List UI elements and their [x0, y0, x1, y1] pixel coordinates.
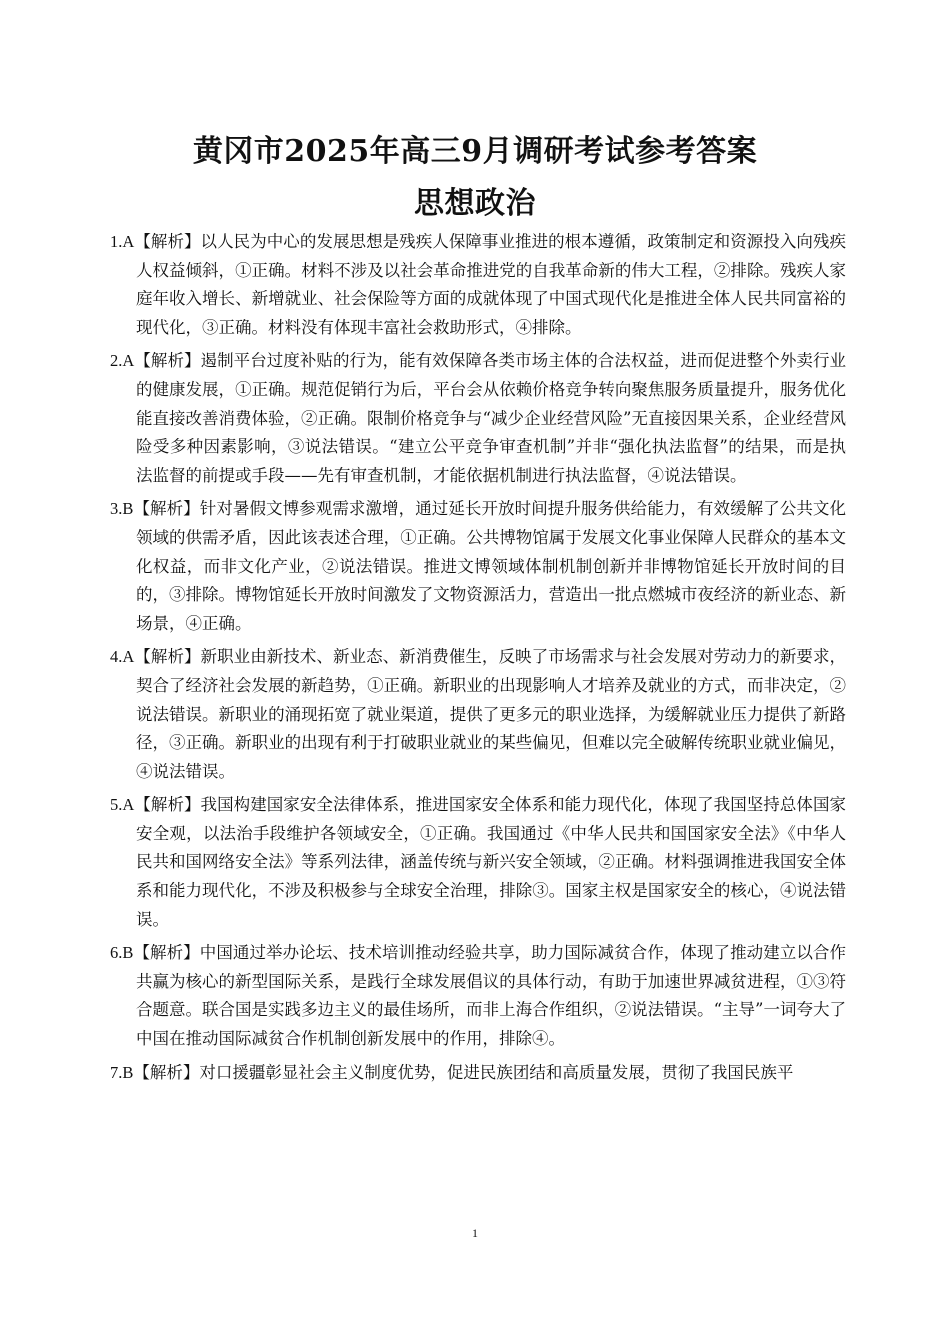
answer-item [110, 791, 846, 934]
answer-number: 3.B [110, 499, 134, 519]
page-number: 1 [472, 1226, 478, 1240]
answer-text: 【解析】中国通过举办论坛、技术培训推动经验共享，助力国际减贫合作，体现了推动建立以合作共赢为核心的新型国际关系，是践行全球发展倡议的具体行动，有助于加速世界减贫进程，①③符合题意。联合国是实践多边主义的最佳场所，而非上海合作组织，②说法错误。“主导”一词夸大了中国在推动国际减贫合作机制创新发展中的作用，排除④。 [133, 943, 846, 1049]
answer-item [110, 643, 846, 786]
answer-item [110, 347, 846, 490]
answer-number: 5.A [110, 795, 135, 815]
answer-text: 【解析】新职业由新技术、新业态、新消费催生，反映了市场需求与社会发展对劳动力的新要求，契合了经济社会发展的新趋势，①正确。新职业的出现影响人才培养及就业的方式，而非决定，②说法错误。新职业的涌现拓宽了就业渠道，提供了更多元的职业选择，为缓解就业压力提供了新路径，③正确。新职业的出现有利于打破职业就业的某些偏见，但难以完全破解传统职业就业偏见，④说法错误。 [134, 647, 846, 781]
answer-text: 【解析】对口援疆彰显社会主义制度优势，促进民族团结和高质量发展，贯彻了我国民族平 [133, 1062, 794, 1082]
answer-list [110, 228, 846, 1092]
answer-item [110, 1059, 846, 1088]
page-subtitle: 思想政治 [414, 186, 536, 221]
answer-number: 4.A [110, 647, 135, 667]
answer-item [110, 228, 846, 342]
answer-number: 2.A [110, 351, 135, 371]
answer-number: 1.A [110, 232, 135, 251]
answer-text: 【解析】我国构建国家安全法律体系，推进国家安全体系和能力现代化，体现了我国坚持总体国家安全观，以法治手段维护各领域安全，①正确。我国通过《中华人民共和国国家安全法》《中华人民共和国网络安全法》等系列法律，涵盖传统与新兴安全领域，②正确。材料强调推进我国安全体系和能力现代化，不涉及积极参与全球安全治理，排除③。国家主权是国家安全的核心，④说法错误。 [134, 795, 846, 929]
answer-text: 【解析】遏制平台过度补贴的行为，能有效保障各类市场主体的合法权益，进而促进整个外卖行业的健康发展，①正确。规范促销行为后，平台会从依赖价格竞争转向聚焦服务质量提升，服务优化能直接改善消费体验，②正确。限制价格竞争与“减少企业经营风险”无直接因果关系，企业经营风险受多种因素影响，③说法错误。“建立公平竞争审查机制”并非“强化执法监督”的结果，而是执法监督的前提或手段——先有审查机制，才能依据机制进行执法监督，④说法错误。 [134, 351, 846, 485]
answer-item [110, 939, 846, 1053]
answer-item [110, 495, 846, 638]
answer-text: 【解析】以人民为中心的发展思想是残疾人保障事业推进的根本遵循，政策制定和资源投入向残疾人权益倾斜，①正确。材料不涉及以社会革命推进党的自我革命新的伟大工程，②排除。残疾人家庭年收入增长、新增就业、社会保险等方面的成就体现了中国式现代化是推进全体人民共同富裕的现代化，③正确。材料没有体现丰富社会救助形式，④排除。 [134, 232, 846, 337]
answer-number: 7.B [110, 1062, 134, 1082]
answer-number: 6.B [110, 943, 134, 963]
answer-text: 【解析】针对暑假文博参观需求激增，通过延长开放时间提升服务供给能力，有效缓解了公共文化领域的供需矛盾，因此该表述合理，①正确。公共博物馆属于发展文化事业保障人民群众的基本文化权益，而非文化产业，②说法错误。推进文博领域体制机制创新并非博物馆延长开放时间的目的，③排除。博物馆延长开放时间激发了文物资源活力，营造出一批点燃城市夜经济的新业态、新场景，④正确。 [133, 499, 846, 633]
page-title: 黄冈市2025年高三9月调研考试参考答案 [192, 134, 758, 169]
